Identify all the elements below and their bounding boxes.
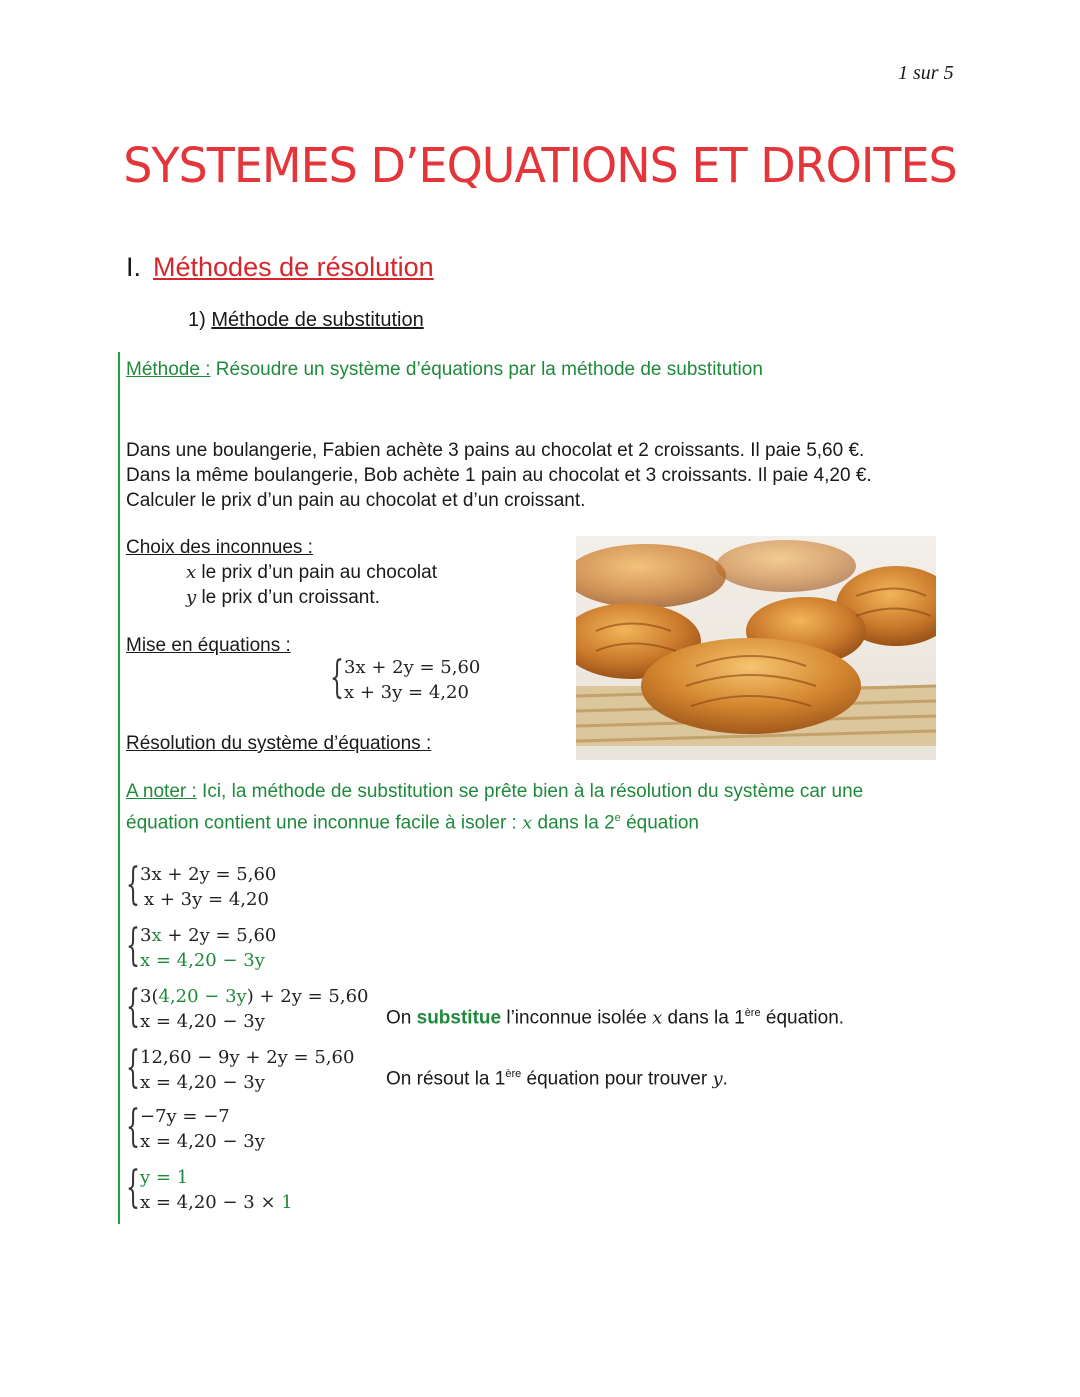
problem-statement [126,438,872,513]
step-4: { 12,60 − 9y + 2y = 5,60 x = 4,20 − 3y [126,1042,355,1093]
step-6: { y = 1 x = 4,20 − 3 × 1 [126,1162,293,1213]
equation-2: x + 3y = 4,20 [344,682,469,703]
method-margin-bar [118,352,120,1224]
step-2: { 3x + 2y = 5,60 x = 4,20 − 3y [126,920,277,971]
page-title: SYSTEMES D’EQUATIONS ET DROITES [123,136,957,194]
comment-solve: On résout la 1ère équation pour trouver y. [386,1068,728,1090]
croissants-photo [576,536,936,760]
equation-system: { 3x + 2y = 5,60 x + 3y = 4,20 [330,652,481,703]
section-heading [126,252,434,283]
step-3: { 3(4,20 − 3y) + 2y = 5,60 x = 4,20 − 3y [126,981,369,1032]
note-block: A noter : Ici, la méthode de substitution se prête bien à la résolution du système car une équation contient une inconnue facile à isoler : x dans la 2e équation [126,781,864,834]
equations-label: Mise en équations : [126,635,291,656]
unknown-x: x le prix d’un pain au chocolat [186,562,437,583]
problem-line: Calculer le prix d’un pain au chocolat et d’un croissant. [126,490,586,511]
section-number: I. [126,252,142,282]
problem-line: Dans une boulangerie, Fabien achète 3 pains au chocolat et 2 croissants. Il paie 5,60 €. [126,440,865,461]
subsection-title: Méthode de substitution [211,309,424,331]
resolution-label: Résolution du système d’équations : [126,733,432,754]
method-text: Résoudre un système d’équations par la méthode de substitution [215,359,763,380]
note-label: A noter : [126,781,197,802]
equation-1: 3x + 2y = 5,60 [344,657,481,678]
method-line [126,357,763,382]
unknowns-label: Choix des inconnues : [126,537,313,558]
comment-substitute: On substitue l’inconnue isolée x dans la 1ère équation. [386,1007,845,1029]
method-label: Méthode : [126,359,211,380]
page-number: 1 sur 5 [898,62,954,84]
unknown-y: y le prix d’un croissant. [186,587,380,608]
note-text-1: Ici, la méthode de substitution se prête bien à la résolution du système car une [196,781,864,802]
step-5: { −7y = −7 x = 4,20 − 3y [126,1101,265,1152]
subsection-heading [188,309,424,332]
section-title: Méthodes de résolution [153,252,434,282]
subsection-number: 1) [188,309,206,331]
step-1: { 3x + 2y = 5,60 x + 3y = 4,20 [126,859,277,910]
problem-line: Dans la même boulangerie, Bob achète 1 pain au chocolat et 3 croissants. Il paie 4,20 €. [126,465,872,486]
